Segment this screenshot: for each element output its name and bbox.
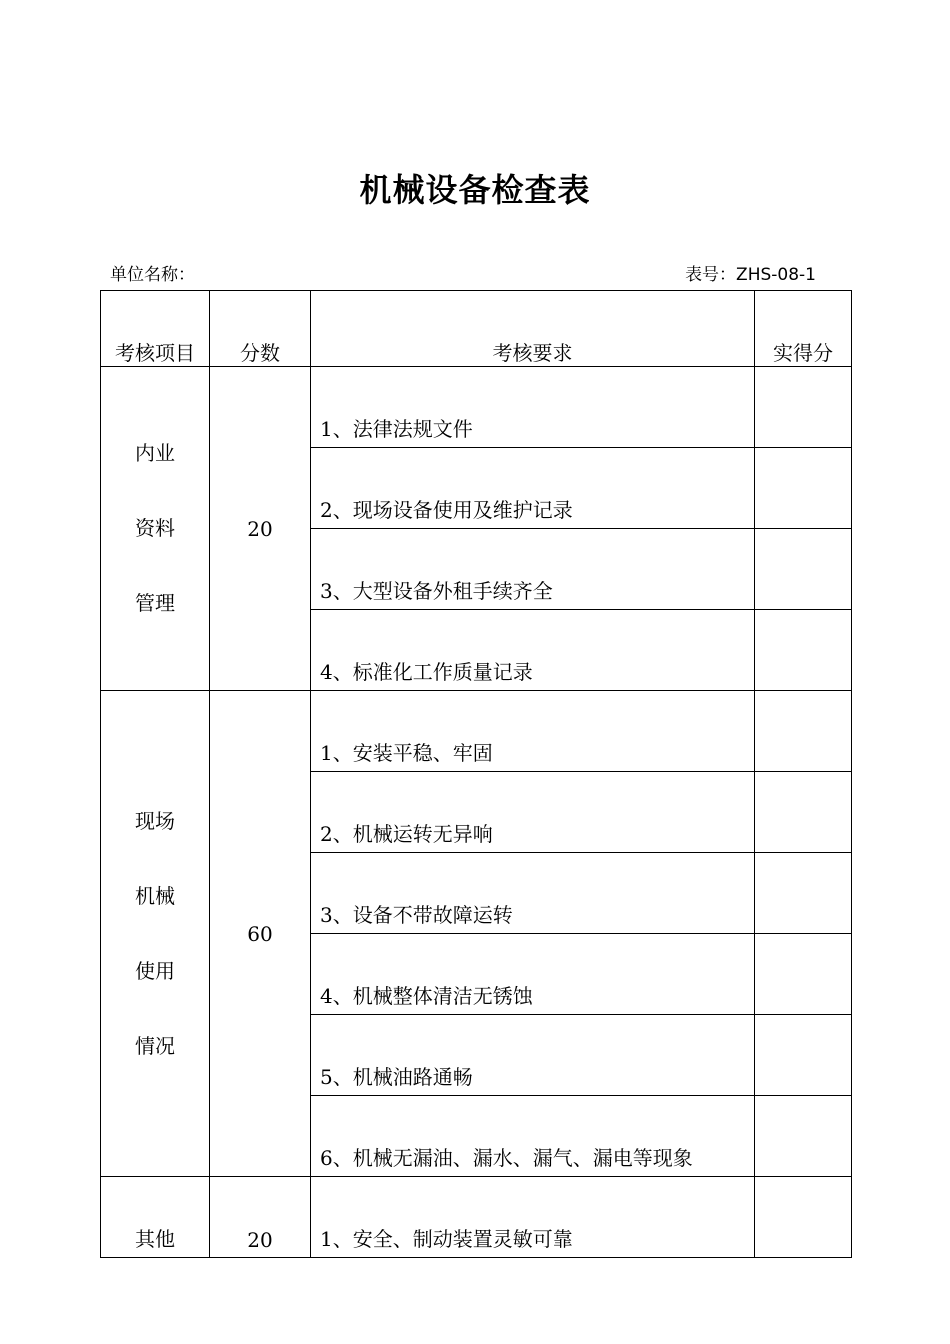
score-cell: 20 (210, 1177, 311, 1258)
requirement-cell: 6、机械无漏油、漏水、漏气、漏电等现象 (311, 1096, 755, 1177)
score-cell: 20 (210, 367, 311, 691)
actual-score-cell[interactable] (755, 1177, 852, 1258)
inspection-table (100, 290, 852, 1258)
document-title: 机械设备检查表 (359, 171, 591, 209)
requirement-cell: 3、大型设备外租手续齐全 (311, 529, 755, 610)
actual-score-cell[interactable] (755, 934, 852, 1015)
requirement-cell: 3、设备不带故障运转 (311, 853, 755, 934)
category-line: 管理 (135, 591, 175, 615)
actual-score-cell[interactable] (755, 772, 852, 853)
actual-score-cell[interactable] (755, 1015, 852, 1096)
form-number: 表号：ZHS-08-1 (685, 265, 816, 285)
category-line: 情况 (135, 1033, 175, 1058)
header-actual: 实得分 (755, 291, 852, 367)
category-cell (101, 367, 210, 691)
category-line: 使用 (135, 958, 175, 983)
header-item: 考核项目 (101, 291, 210, 367)
requirement-cell: 4、标准化工作质量记录 (311, 610, 755, 691)
header-row (101, 291, 852, 367)
actual-score-cell[interactable] (755, 610, 852, 691)
actual-score-cell[interactable] (755, 448, 852, 529)
requirement-cell: 1、法律法规文件 (311, 367, 755, 448)
score-cell: 60 (210, 691, 311, 1177)
category-cell: 其他 (101, 1177, 210, 1258)
requirement-cell: 5、机械油路通畅 (311, 1015, 755, 1096)
table-row (101, 1177, 852, 1258)
header-score: 分数 (210, 291, 311, 367)
category-line: 机械 (135, 883, 175, 908)
requirement-cell: 2、现场设备使用及维护记录 (311, 448, 755, 529)
actual-score-cell[interactable] (755, 691, 852, 772)
category-cell (101, 691, 210, 1177)
requirement-cell: 1、安装平稳、牢固 (311, 691, 755, 772)
requirement-cell: 1、安全、制动装置灵敏可靠 (311, 1177, 755, 1258)
table-row (101, 367, 852, 448)
requirement-cell: 4、机械整体清洁无锈蚀 (311, 934, 755, 1015)
category-line: 内业 (135, 441, 175, 465)
actual-score-cell[interactable] (755, 367, 852, 448)
table-row (101, 691, 852, 772)
actual-score-cell[interactable] (755, 529, 852, 610)
actual-score-cell[interactable] (755, 853, 852, 934)
category-line: 资料 (135, 516, 175, 540)
category-line: 现场 (135, 808, 175, 833)
unit-name-label: 单位名称： (110, 265, 195, 285)
requirement-cell: 2、机械运转无异响 (311, 772, 755, 853)
header-requirement: 考核要求 (311, 291, 755, 367)
actual-score-cell[interactable] (755, 1096, 852, 1177)
